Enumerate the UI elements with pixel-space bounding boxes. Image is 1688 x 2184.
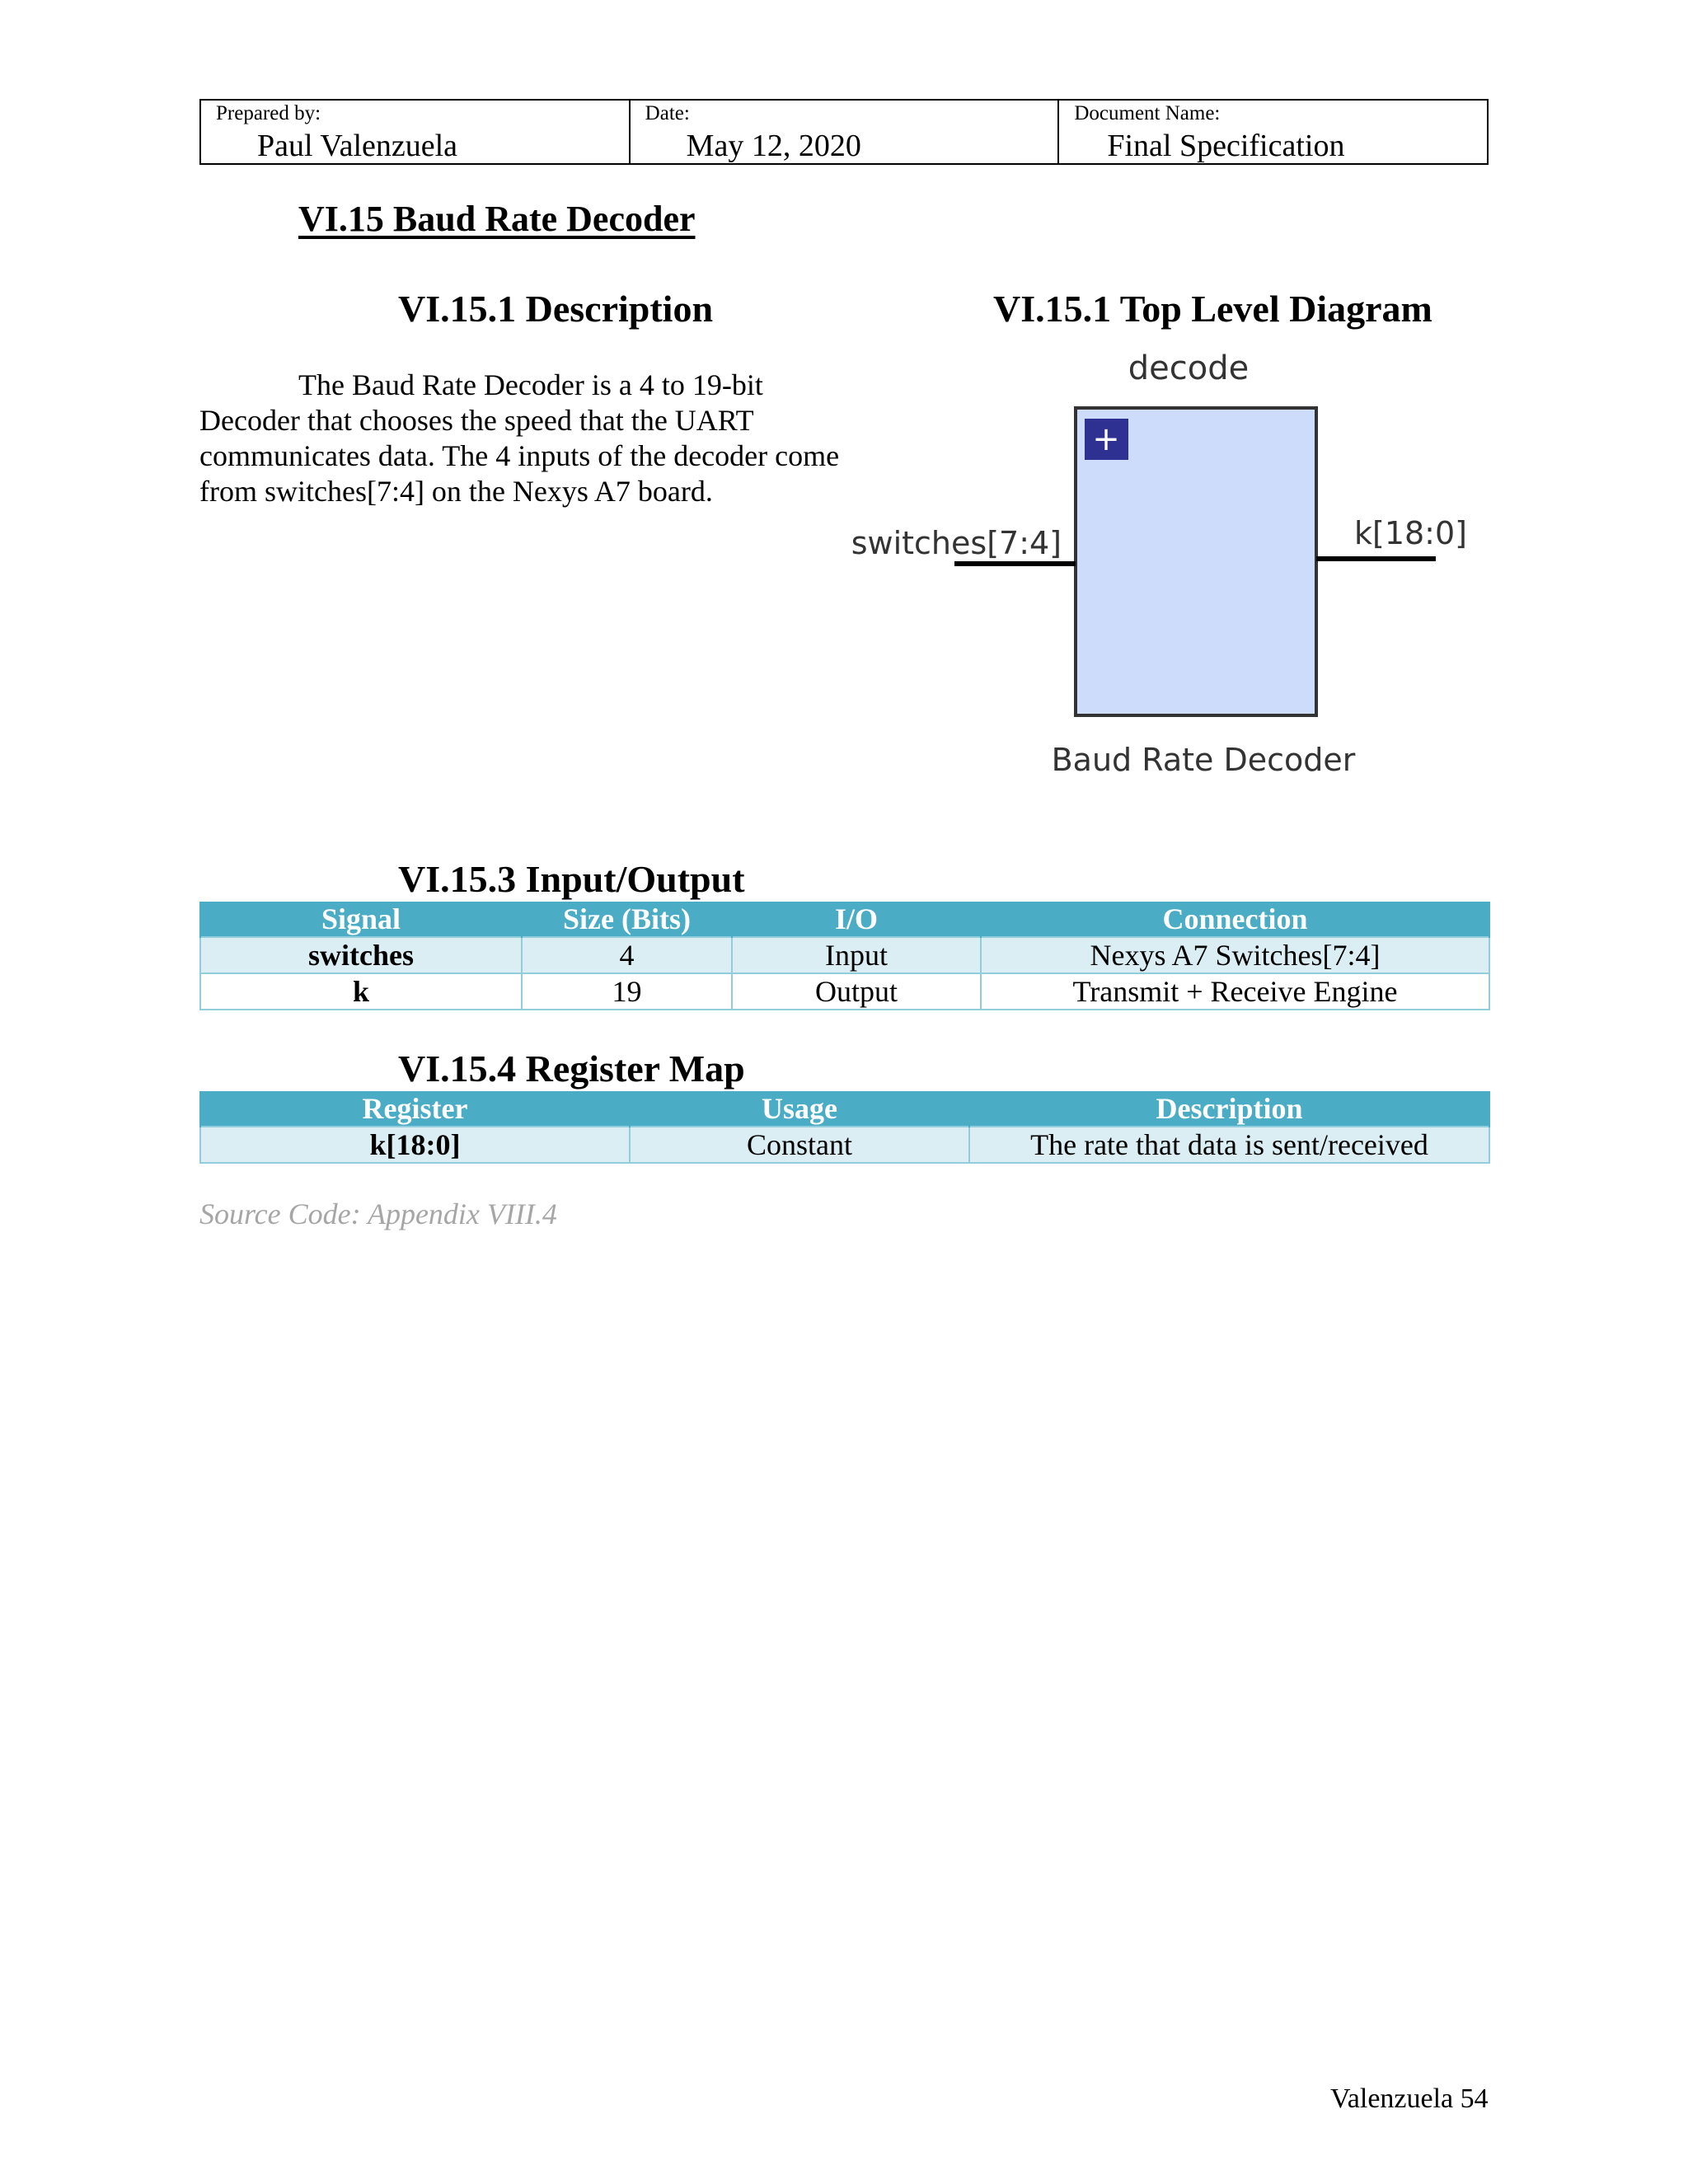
regmap-table	[199, 1091, 1490, 1164]
diagram-top-label: decode	[1128, 349, 1250, 387]
regmap-usage-cell: Constant	[630, 1127, 969, 1163]
io-heading: VI.15.3 Input/Output	[398, 858, 745, 900]
description-paragraph	[199, 368, 859, 509]
date-value: May 12, 2020	[686, 129, 861, 163]
io-header-connection: Connection	[981, 902, 1489, 937]
document-header	[199, 99, 1489, 165]
table-row	[200, 937, 1489, 973]
document-name-label: Document Name:	[1074, 102, 1221, 124]
table-row	[200, 1127, 1489, 1163]
regmap-table-header-row	[200, 1091, 1489, 1127]
io-table-header-row	[200, 902, 1489, 937]
prepared-by-label: Prepared by:	[216, 102, 321, 124]
regmap-header-register: Register	[200, 1091, 630, 1127]
input-port-label: switches[7:4]	[851, 525, 1062, 561]
expand-glyph: +	[1092, 420, 1120, 458]
regmap-register-cell: k[18:0]	[200, 1127, 630, 1163]
io-signal-cell: switches	[200, 937, 522, 973]
io-direction-cell: Input	[732, 937, 981, 973]
prepared-by-cell	[201, 101, 631, 163]
prepared-by-value: Paul Valenzuela	[257, 129, 458, 163]
diagram-heading: VI.15.1 Top Level Diagram	[993, 288, 1432, 330]
io-table	[199, 902, 1490, 1010]
top-level-diagram	[849, 346, 1492, 791]
source-code-note: Source Code: Appendix VIII.4	[199, 1197, 557, 1230]
io-size-cell: 19	[522, 973, 732, 1010]
io-connection-cell: Nexys A7 Switches[7:4]	[981, 937, 1489, 973]
io-direction-cell: Output	[732, 973, 981, 1010]
io-connection-cell: Transmit + Receive Engine	[981, 973, 1489, 1010]
table-row	[200, 973, 1489, 1010]
section-title: VI.15 Baud Rate Decoder	[298, 199, 696, 239]
regmap-description-cell: The rate that data is sent/received	[969, 1127, 1489, 1163]
io-signal-cell: k	[200, 973, 522, 1010]
io-header-signal: Signal	[200, 902, 522, 937]
page-footer: Valenzuela 54	[1330, 2083, 1489, 2114]
io-header-size: Size (Bits)	[522, 902, 732, 937]
regmap-heading: VI.15.4 Register Map	[398, 1047, 745, 1090]
diagram-svg	[849, 346, 1492, 791]
io-header-io: I/O	[732, 902, 981, 937]
document-name-value: Final Specification	[1107, 129, 1345, 163]
date-cell	[631, 101, 1060, 163]
date-label: Date:	[645, 102, 690, 124]
regmap-header-usage: Usage	[630, 1091, 969, 1127]
diagram-bottom-label: Baud Rate Decoder	[1051, 742, 1356, 778]
regmap-header-description: Description	[969, 1091, 1489, 1127]
output-port-label: k[18:0]	[1354, 515, 1467, 551]
description-heading: VI.15.1 Description	[398, 288, 714, 330]
document-name-cell	[1059, 101, 1487, 163]
description-text: The Baud Rate Decoder is a 4 to 19-bit Decoder that chooses the speed that the UART communicates data. The 4 inputs of the decoder come from switches[7:4] on the Nexys A7 board.	[199, 368, 840, 508]
io-size-cell: 4	[522, 937, 732, 973]
